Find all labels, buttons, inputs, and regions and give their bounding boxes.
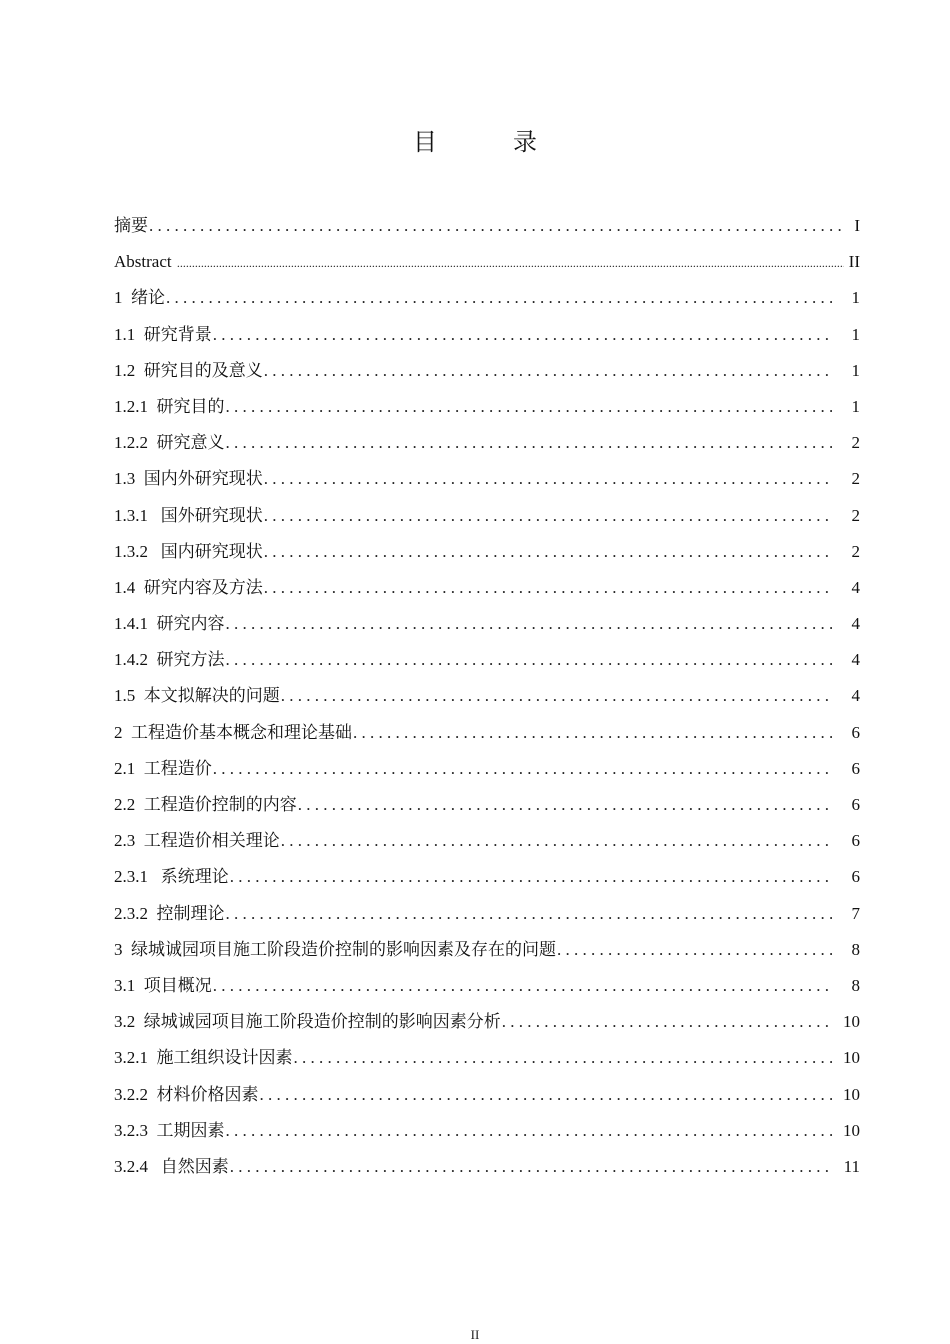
toc-entry-page: 2 [851,433,860,453]
toc-entry-text: 工期因素 [156,1120,225,1140]
toc-entry-number: 1.4 [114,577,136,597]
toc-entry-number: 1.4.2 [114,650,148,670]
toc-entry-page: 7 [851,903,860,923]
toc-leader-dots [281,823,832,859]
toc-entry[interactable] [114,823,860,859]
toc-leader-dots [298,787,832,823]
toc-entry[interactable] [114,1004,860,1040]
toc-leader-dots [294,1040,833,1076]
toc-leader-dots [226,642,833,678]
toc-entry-page: 6 [851,867,860,887]
toc-entry[interactable] [114,1077,860,1113]
toc-leader-dots [230,859,832,895]
toc-entry-text: 控制理论 [156,903,225,923]
toc-entry-text: 国外研究现状 [160,505,263,525]
toc-entry[interactable] [114,570,860,606]
toc-leader-dots [213,968,832,1004]
toc-entry-page: 6 [851,758,860,778]
toc-entry-number: 3.2.2 [114,1084,148,1104]
toc-entry[interactable] [114,642,860,678]
toc-entry[interactable] [114,606,860,642]
toc-leader-dots [213,317,832,353]
toc-entry-text: 国内外研究现状 [143,469,263,489]
toc-entry-number: 1.3.1 [114,505,148,525]
table-of-contents [114,208,860,1185]
toc-entry-text: 研究目的及意义 [143,360,263,380]
toc-entry-number: 2.3.1 [114,867,148,887]
toc-entry[interactable] [114,859,860,895]
toc-entry[interactable] [114,1149,860,1185]
toc-entry-text: 材料价格因素 [156,1084,259,1104]
toc-entry[interactable] [114,1040,860,1076]
toc-entry-abstract-en[interactable] [114,244,860,280]
toc-entry-text: 工程造价相关理论 [143,831,280,851]
toc-entry-page: 4 [851,650,860,670]
toc-entry-number: 3.2.1 [114,1048,148,1068]
toc-entry-number: 1.2 [114,360,136,380]
toc-leader-dots [353,715,832,751]
toc-leader-dots [226,896,833,932]
toc-entry[interactable] [114,715,860,751]
toc-entry-page: 11 [843,1156,860,1176]
toc-entry-page: I [854,216,860,235]
toc-entry-page: 10 [843,1120,860,1140]
toc-entry[interactable] [114,896,860,932]
toc-entry-page: II [848,252,860,272]
toc-entry[interactable] [114,353,860,389]
toc-entry[interactable] [114,751,860,787]
toc-entry[interactable] [114,534,860,570]
toc-entry-number: 2.3 [114,831,136,851]
toc-leader-dots [166,280,832,316]
toc-entry-text: 系统理论 [160,867,229,887]
toc-entry-number: 1.4.1 [114,614,148,634]
toc-entry-number: 3.2.4 [114,1156,148,1176]
toc-entry-number: 2.2 [114,795,136,814]
toc-entry[interactable] [114,461,860,497]
toc-entry-number: 3.1 [114,975,136,995]
toc-entry-page: 1 [851,360,860,380]
toc-entry-abstract-cn[interactable] [114,208,860,244]
toc-entry-number: 3 [114,939,123,959]
toc-entry-number: 1.2.1 [114,396,148,416]
toc-leader-dots [213,751,832,787]
toc-entry-text: Abstract [114,252,176,272]
toc-entry-page: 4 [851,577,860,597]
toc-entry-number: 1.5 [114,686,136,706]
toc-entry-page: 1 [851,288,860,308]
toc-entry-number: 2 [114,722,123,742]
toc-entry-page: 8 [851,975,860,995]
toc-entry[interactable] [114,678,860,714]
toc-entry-page: 8 [851,939,860,959]
page-number: II [470,1327,480,1342]
toc-entry-page: 10 [843,1048,860,1068]
toc-entry-number: 1.3.2 [114,541,148,561]
toc-leader-dots [557,932,832,968]
toc-leader-dots [281,678,832,714]
toc-entry-number: 2.1 [114,758,136,778]
toc-leader-dots [264,534,832,570]
toc-entry-text: 本文拟解决的问题 [143,686,280,706]
toc-entry-text: 绿城诚园项目施工阶段造价控制的影响因素分析 [143,1012,501,1032]
toc-entry-number: 1.1 [114,324,136,344]
toc-entry-page: 10 [843,1012,860,1032]
toc-entry-page: 4 [851,686,860,706]
toc-entry-number: 3.2 [114,1012,136,1032]
toc-leader-dots [149,208,844,244]
toc-entry-number: 1.3 [114,469,136,489]
toc-leader-dots [264,461,832,497]
toc-entry-page: 1 [851,324,860,344]
toc-entry[interactable] [114,498,860,534]
toc-leader-dots [226,425,833,461]
toc-entry[interactable] [114,280,860,316]
toc-entry[interactable] [114,787,860,823]
toc-entry-text: 工程造价 [143,758,212,778]
toc-title: 目 录 [413,128,563,156]
toc-entry-text: 研究目的 [156,396,225,416]
toc-leader-dots [226,1113,833,1149]
toc-entry-page: 2 [851,541,860,561]
toc-entry-text: 研究意义 [156,433,225,453]
toc-entry[interactable] [114,1113,860,1149]
toc-entry-page: 6 [851,722,860,742]
toc-entry-text: 绿城诚园项目施工阶段造价控制的影响因素及存在的问题 [131,939,556,959]
toc-entry-page: 2 [851,469,860,489]
toc-entry-page: 2 [851,505,860,525]
toc-entry-text: 研究内容及方法 [143,577,263,597]
toc-leader-dots [264,570,832,606]
toc-entry-number: 1 [114,288,123,308]
toc-entry[interactable] [114,932,860,968]
toc-entry-text: 研究方法 [156,650,225,670]
toc-entry-text: 摘要 [114,216,148,235]
toc-entry[interactable] [114,389,860,425]
toc-entry-text: 自然因素 [160,1156,229,1176]
toc-leader-dots [502,1004,832,1040]
toc-entry-page: 4 [851,614,860,634]
toc-entry-page: 1 [851,396,860,416]
toc-leader-dots [226,606,833,642]
toc-entry-text: 工程造价控制的内容 [143,795,297,814]
toc-entry-number: 1.2.2 [114,433,148,453]
toc-entry-text: 项目概况 [143,975,212,995]
toc-leader-dots [226,389,833,425]
toc-entry-page: 10 [843,1084,860,1104]
toc-entry-number: 3.2.3 [114,1120,148,1140]
toc-entry-number: 2.3.2 [114,903,148,923]
toc-entry-text: 研究内容 [156,614,225,634]
toc-entry[interactable] [114,968,860,1004]
toc-entry-text: 研究背景 [143,324,212,344]
toc-leader-dots [264,498,832,534]
toc-entry-page: 6 [851,795,860,814]
toc-leader-dots [260,1077,833,1113]
toc-entry[interactable] [114,425,860,461]
toc-entry-text: 绪论 [131,288,165,308]
toc-leader-dots [264,353,832,389]
toc-entry-text: 工程造价基本概念和理论基础 [131,722,352,742]
toc-entry-page: 6 [851,831,860,851]
toc-leader-dots [177,244,844,281]
toc-entry[interactable] [114,317,860,353]
toc-entry-text: 施工组织设计因素 [156,1048,293,1068]
toc-leader-dots [230,1149,832,1185]
toc-entry-text: 国内研究现状 [160,541,263,561]
